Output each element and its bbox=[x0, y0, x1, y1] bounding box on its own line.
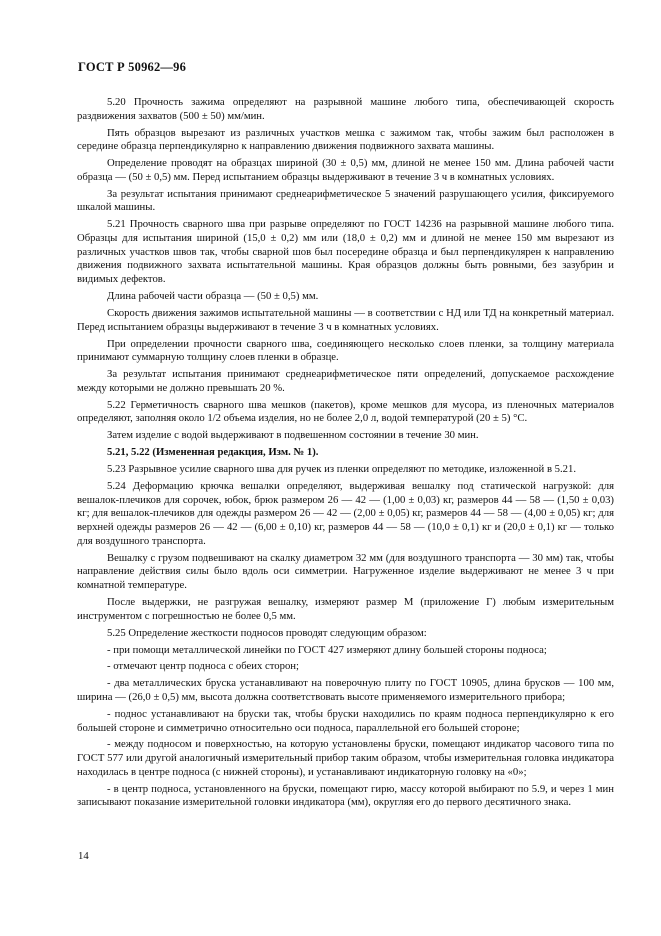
list-item: - поднос устанавливают на бруски так, чтобы бруски находились по краям подноса перпендикулярно к его большей стороне и симметрично относительно оси подноса, параллельной его большей стороне; bbox=[77, 707, 614, 734]
document-body bbox=[77, 96, 614, 813]
paragraph: 5.25 Определение жесткости подносов проводят следующим образом: bbox=[107, 626, 427, 639]
paragraph: 5.24 Деформацию крючка вешалки определяют, выдерживая вешалку под статической нагрузкой: для вешалок-плечиков для сорочек, юбок, брюк размером 26 — 42 — (1,00 ± 0,03) кг, размеров 44 — 58 — (1,50 ± 0,03) кг; для вешалок-плечиков для одежды размером 26 — 42 — (2,00 ± 0,05) кг, размеров 44 — 58 — (4,00 ± 0,05) кг; для верхней одежды размеров 26 — 42 — (6,00 ± 0,10) кг, размеров 44 — 58 — (10,0 ± 0,1) кг и (20,0 ± 0,1) кг — только для воздушного транспорта. bbox=[77, 480, 614, 547]
list-item: - в центр подноса, установленного на бруски, помещают гирю, массу которой выбирают по 5.9, и через 1 мин записывают показание измерительной головки индикатора (мм), округляя его до первого десятичного знака. bbox=[77, 782, 614, 809]
paragraph: Длина рабочей части образца — (50 ± 0,5) мм. bbox=[107, 290, 319, 303]
list-item: - отмечают центр подноса с обеих сторон; bbox=[107, 660, 299, 673]
list-item: - при помощи металлической линейки по ГОСТ 427 измеряют длину большей стороны подноса; bbox=[107, 643, 547, 656]
paragraph: 5.22 Герметичность сварного шва мешков (пакетов), кроме мешков для мусора, из пленочных материалов определяют, заполняя около 1/2 объема изделия, но не более 2,0 л, водой температурой (20 ± 5) °С. bbox=[77, 398, 614, 425]
paragraph: Вешалку с грузом подвешивают на скалку диаметром 32 мм (для воздушного транспорта — 30 мм) так, чтобы направление действия силы было вдоль оси симметрии. Нагруженное изделие выдерживают не менее 3 ч при комнатной температуре. bbox=[77, 551, 614, 592]
document-header: ГОСТ Р 50962—96 bbox=[78, 60, 187, 74]
amendment-note: 5.21, 5.22 (Измененная редакция, Изм. № 1). bbox=[107, 446, 319, 459]
page-number: 14 bbox=[78, 850, 89, 862]
paragraph: За результат испытания принимают среднеарифметическое 5 значений разрушающего усилия, фиксируемого шкалой машины. bbox=[77, 187, 614, 214]
paragraph: 5.23 Разрывное усилие сварного шва для ручек из пленки определяют по методике, изложенной в 5.21. bbox=[107, 463, 577, 476]
paragraph: Определение проводят на образцах шириной (30 ± 0,5) мм, длиной не менее 150 мм. Длина рабочей части образца — (50 ± 0,5) мм. Перед испытанием образцы выдерживают в течение 3 ч в комнатных условиях. bbox=[77, 157, 614, 183]
paragraph: После выдержки, не разгружая вешалку, измеряют размер М (приложение Г) любым измерительным инструментом с погрешностью не более 0,5 мм. bbox=[77, 596, 614, 622]
list-item: - два металлических бруска устанавливают на поверочную плиту по ГОСТ 10905, длина брусков — 100 мм, ширина — (26,0 ± 0,5) мм, высота должна соответствовать высоте применяемого измерительного прибора; bbox=[77, 677, 614, 703]
paragraph: За результат испытания принимают среднеарифметическое пяти определений, допускаемое расхождение между которыми не должно превышать 20 %. bbox=[77, 368, 614, 394]
paragraph: При определении прочности сварного шва, соединяющего несколько слоев пленки, за толщину материала принимают суммарную толщину слоев пленки в образце. bbox=[77, 337, 614, 364]
paragraph: Скорость движения зажимов испытательной машины — в соответствии с НД или ТД на конкретный материал. Перед испытанием образцы выдерживают в течение 3 ч в комнатных условиях. bbox=[77, 306, 614, 333]
paragraph: 5.20 Прочность зажима определяют на разрывной машине любого типа, обеспечивающей скорость раздвижения захватов (500 ± 50) мм/мин. bbox=[77, 96, 614, 122]
list-item: - между подносом и поверхностью, на которую установлены бруски, помещают индикатор часового типа по ГОСТ 577 или другой аналогичный измерительный прибор таким образом, чтобы измерительная головка индикатора находилась в центре подноса (с нижней стороны), и устанавливают индикаторную головку на «0»; bbox=[77, 738, 614, 778]
paragraph: Затем изделие с водой выдерживают в подвешенном состоянии в течение 30 мин. bbox=[107, 429, 479, 442]
paragraph: 5.21 Прочность сварного шва при разрыве определяют по ГОСТ 14236 на разрывной машине любого типа. Образцы для испытания шириной (15,0 ± 0,2) мм или (18,0 ± 0,2) мм и длиной не менее 150 мм вырезают из различных участков швов так, чтобы сварной шов был посередине образца и был перпендикулярен к направлению движения подвижного захвата испытательной машины. Края образцов должны быть ровными, без зазубрин и видимых дефектов. bbox=[77, 218, 614, 286]
paragraph: Пять образцов вырезают из различных участков мешка с зажимом так, чтобы зажим был расположен в середине образца перпендикулярно к направлению движения подвижного захвата машины. bbox=[77, 126, 614, 153]
